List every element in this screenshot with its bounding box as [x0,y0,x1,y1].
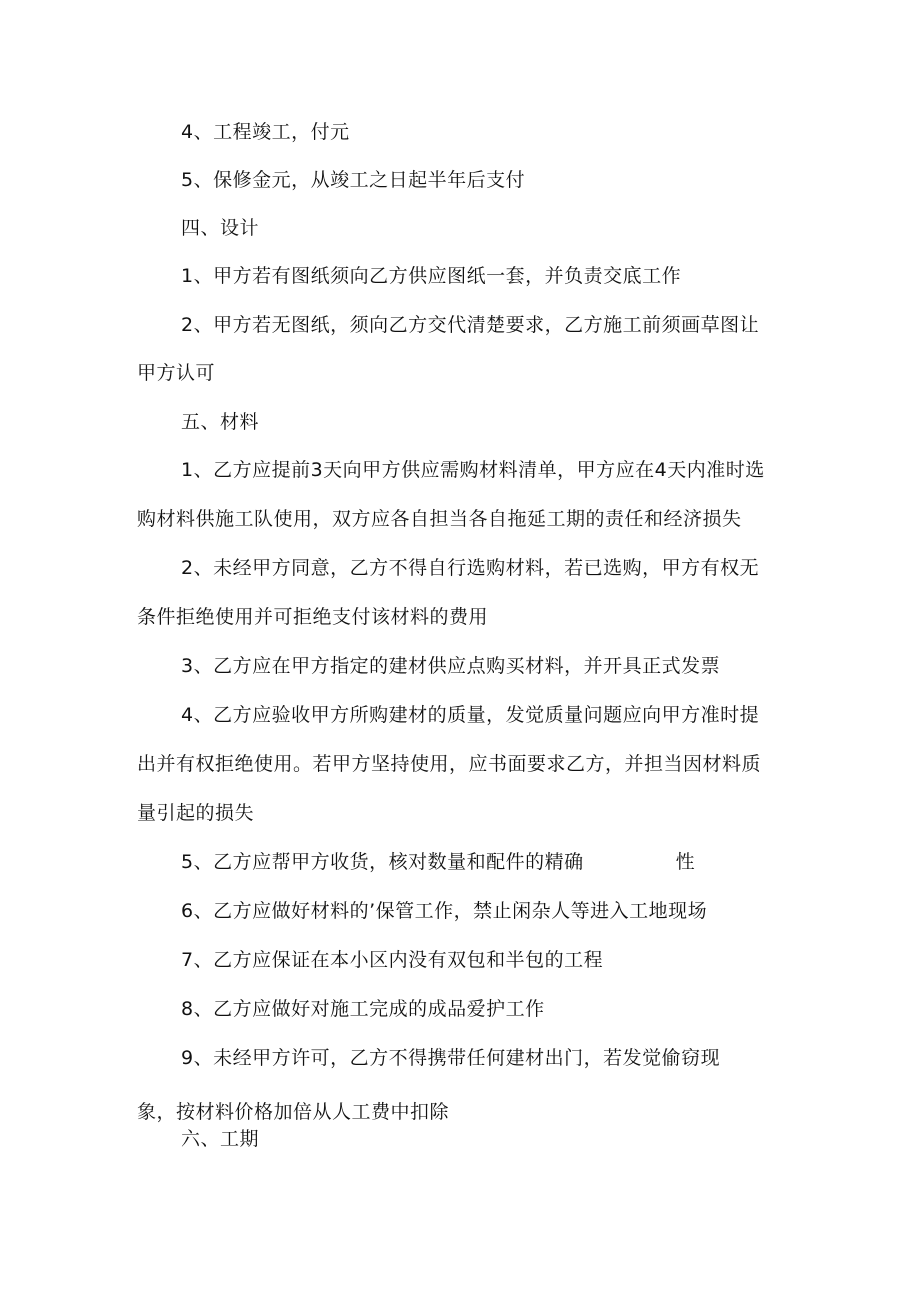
section-heading-materials: 五、材料 [181,411,260,433]
materials-clause-6: 6、乙方应做好材料的’保管工作，禁止闲杂人等进入工地现场 [181,900,708,922]
clause-4-completion-payment: 4、工程竣工，付元 [181,121,350,143]
design-clause-2: 2、甲方若无图纸，须向乙方交代清楚要求，乙方施工前须画草图让 [181,314,760,336]
section-heading-design: 四、设计 [181,217,260,239]
materials-clause-1-cont: 购材料供施工队使用，双方应各自担当各自拖延工期的责任和经济损失 [137,508,742,530]
section-heading-schedule: 六、工期 [181,1128,260,1150]
materials-clause-2-cont: 条件拒绝使用并可拒绝支付该材料的费用 [137,606,489,628]
materials-clause-5 [181,850,695,874]
materials-clause-3: 3、乙方应在甲方指定的建材供应点购买材料，并开具正式发票 [181,655,721,677]
materials-clause-7: 7、乙方应保证在本小区内没有双包和半包的工程 [181,949,604,971]
materials-clause-4-cont-1: 出并有权拒绝使用。若甲方坚持使用，应书面要求乙方，并担当因材料质 [137,753,762,775]
materials-clause-5-text: 5、乙方应帮甲方收货，核对数量和配件的精确 [181,851,584,873]
clause-5-warranty-deposit: 5、保修金元，从竣工之日起半年后支付 [181,169,526,191]
materials-clause-5-tail: 性 [675,851,696,873]
design-clause-1: 1、甲方若有图纸须向乙方供应图纸一套，并负责交底工作 [181,265,682,287]
materials-clause-8: 8、乙方应做好对施工完成的成品爱护工作 [181,998,545,1020]
materials-clause-1: 1、乙方应提前3天向甲方供应需购材料清单，甲方应在4天内准时选 [181,459,765,481]
materials-clause-2: 2、未经甲方同意，乙方不得自行选购材料，若已选购，甲方有权无 [181,557,760,579]
materials-clause-9-cont: 象，按材料价格加倍从人工费中扣除 [137,1101,450,1123]
materials-clause-4-cont-2: 量引起的损失 [137,802,255,824]
materials-clause-9: 9、未经甲方许可，乙方不得携带任何建材出门，若发觉偷窃现 [181,1047,721,1069]
design-clause-2-cont: 甲方认可 [137,362,216,384]
materials-clause-4: 4、乙方应验收甲方所购建材的质量，发觉质量问题应向甲方准时提 [181,704,760,726]
